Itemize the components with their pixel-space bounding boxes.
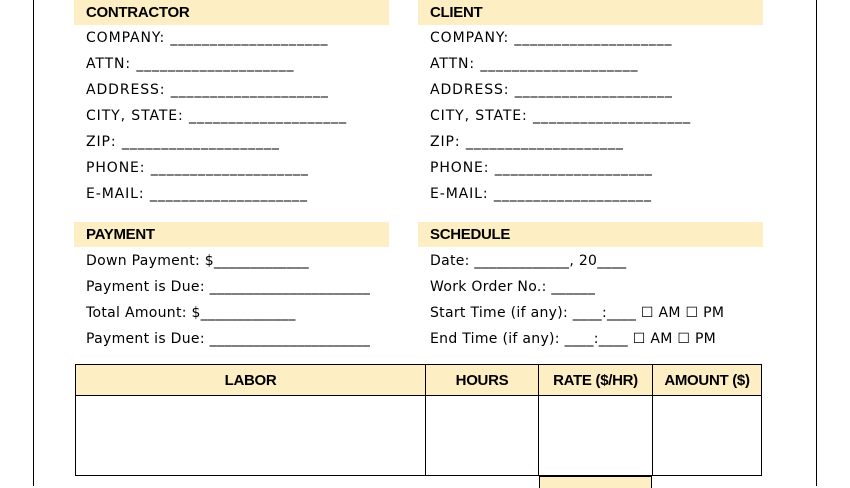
down-payment-due-field[interactable]: Payment is Due: ______________________ [86,279,371,295]
contractor-email-field[interactable]: E-MAIL: ____________________ [86,186,308,202]
client-attn-field[interactable]: ATTN: ____________________ [430,56,639,72]
amount-column-header: AMOUNT ($) [653,365,762,396]
total-payment-due-field[interactable]: Payment is Due: ______________________ [86,331,371,347]
contractor-zip-field[interactable]: ZIP: ____________________ [86,134,280,150]
down-payment-field[interactable]: Down Payment: $_____________ [86,253,309,269]
labor-table-header-row [76,365,762,396]
total-amount-field[interactable]: Total Amount: $_____________ [86,305,296,321]
contractor-city-state-field[interactable]: CITY, STATE: ____________________ [86,108,348,124]
labor-table [75,364,762,476]
page-border-left [33,0,34,486]
contractor-phone-field[interactable]: PHONE: ____________________ [86,160,309,176]
client-phone-field[interactable]: PHONE: ____________________ [430,160,653,176]
schedule-date-field[interactable]: Date: _____________, 20____ [430,253,627,269]
client-header: CLIENT [418,0,763,25]
hours-column-header: HOURS [426,365,539,396]
end-time-field[interactable]: End Time (if any): ____:____ ☐ AM ☐ PM [430,331,717,347]
total-label-cell [539,476,652,488]
work-order-field[interactable]: Work Order No.: ______ [430,279,596,295]
client-address-field[interactable]: ADDRESS: ____________________ [430,82,673,98]
contractor-address-field[interactable]: ADDRESS: ____________________ [86,82,329,98]
labor-cell[interactable] [76,396,426,476]
contractor-attn-field[interactable]: ATTN: ____________________ [86,56,295,72]
page-border-right [816,0,817,486]
rate-cell[interactable] [539,396,653,476]
client-company-field[interactable]: COMPANY: ____________________ [430,30,673,46]
amount-cell[interactable] [653,396,762,476]
payment-header: PAYMENT [74,222,389,247]
rate-column-header: RATE ($/HR) [539,365,653,396]
client-city-state-field[interactable]: CITY, STATE: ____________________ [430,108,692,124]
hours-cell[interactable] [426,396,539,476]
table-row [76,396,762,476]
schedule-header: SCHEDULE [418,222,763,247]
contractor-company-field[interactable]: COMPANY: ____________________ [86,30,329,46]
labor-column-header: LABOR [76,365,426,396]
contractor-header: CONTRACTOR [74,0,389,25]
client-email-field[interactable]: E-MAIL: ____________________ [430,186,652,202]
start-time-field[interactable]: Start Time (if any): ____:____ ☐ AM ☐ PM [430,305,725,321]
client-zip-field[interactable]: ZIP: ____________________ [430,134,624,150]
